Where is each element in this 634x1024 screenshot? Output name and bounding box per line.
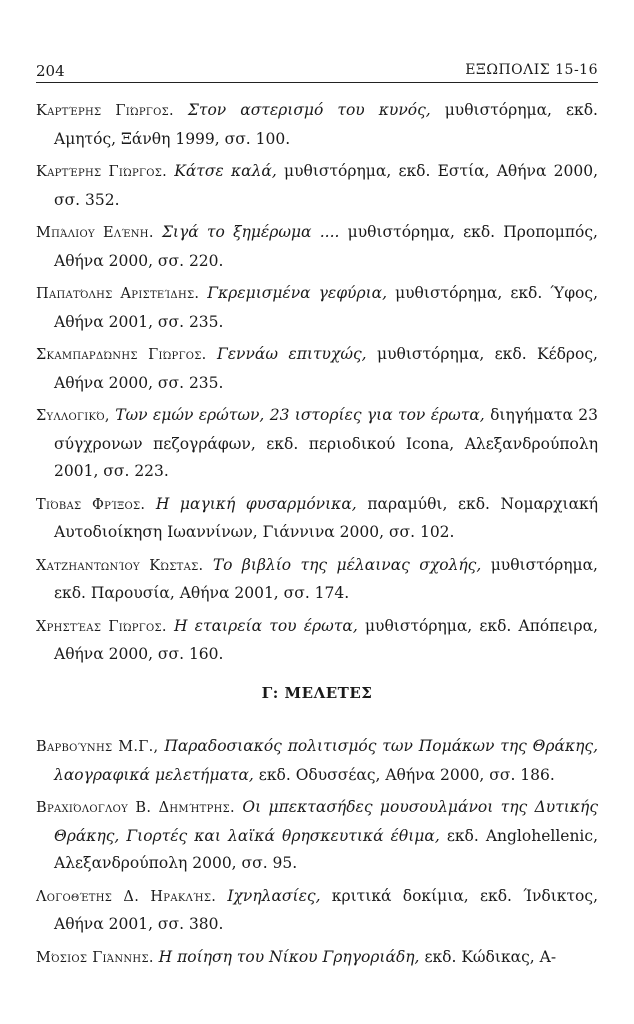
entry-title: Σιγά το ξημέρωμα .... bbox=[161, 223, 340, 241]
section-heading: Γ: ΜΕΛΕΤΕΣ bbox=[261, 684, 373, 702]
bibliography-entry bbox=[36, 552, 598, 608]
bibliography-entry bbox=[36, 883, 598, 939]
entry-author: Τιόβας Φρίξος. bbox=[36, 496, 146, 513]
entry-title: Ιχνηλασίες, bbox=[227, 886, 321, 905]
entry-author: Μπάλιου Ελένη. bbox=[36, 225, 154, 241]
entry-title: Η εταιρεία του έρωτα, bbox=[174, 616, 358, 635]
entry-author: Λογοθέτης Δ. Ηρακλής. bbox=[36, 888, 217, 905]
bibliography-entry bbox=[36, 733, 598, 789]
entry-details: μυθιστόρημα, εκδ. Απόπειρα, Αθήνα 2000, σσ. 160. bbox=[54, 616, 599, 663]
page-header bbox=[36, 60, 598, 83]
entry-title: Το βιβλίο της μέλαινας σχολής, bbox=[212, 555, 482, 574]
entry-title: Οι μπεκτασήδες μουσουλμάνοι της Δυτικής Θράκης, Γιορτές και λαϊκά θρησκευτικά έθιμα, bbox=[54, 798, 599, 845]
entry-author: Χατζηαντωνίου Κώστας. bbox=[36, 557, 204, 574]
entry-author: Σκαμπαρδώνης Γιώργος. bbox=[36, 347, 207, 363]
entry-details: κριτικά δοκίμια, εκδ. Ίνδικτος, Αθήνα 2001, σσ. 380. bbox=[54, 886, 598, 933]
entry-details: μυθιστόρημα, εκδ. Αμητός, Ξάνθη 1999, σσ. 100. bbox=[54, 101, 598, 148]
entry-details: μυθιστόρημα, εκδ. Παρουσία, Αθήνα 2001, σσ. 174. bbox=[54, 555, 598, 602]
entry-details: μυθιστόρημα, εκδ. Κέδρος, Αθήνα 2000, σσ. 235. bbox=[54, 345, 598, 392]
entry-author: Παπατόλης Αριστείδης. bbox=[36, 286, 200, 302]
bibliography-entry bbox=[36, 491, 598, 547]
entry-details: παραμύθι, εκδ. Νομαρχιακή Αυτοδιοίκηση Ιωαννίνων, Γιάννινα 2000, σσ. 102. bbox=[54, 494, 599, 541]
entry-author: Καρτέρης Γιώργος. bbox=[36, 164, 168, 180]
bibliography-entry bbox=[36, 341, 598, 397]
bibliography-entry bbox=[36, 158, 598, 214]
bibliography-entry bbox=[36, 613, 598, 669]
bibliography-entry bbox=[36, 97, 598, 153]
entry-title: Γκρεμισμένα γεφύρια, bbox=[207, 284, 388, 302]
entry-author: Μόσιος Γιάννης. bbox=[36, 949, 154, 966]
entry-details: εκδ. Οδυσσέας, Αθήνα 2000, σσ. 186. bbox=[258, 765, 555, 784]
entry-details: μυθιστόρημα, εκδ. Εστία, Αθήνα 2000, σσ. 352. bbox=[54, 162, 599, 209]
bibliography-entry bbox=[36, 794, 598, 878]
entry-title: Η μαγική φυσαρμόνικα, bbox=[155, 494, 357, 513]
entry-author: Συλλογικό, bbox=[36, 408, 110, 424]
entry-author: Χρηστέας Γιώργος. bbox=[36, 618, 167, 635]
entry-author: Βαρβούνης Μ.Γ., bbox=[36, 739, 159, 755]
entry-details: εκδ. Anglohellenic, Αλεξανδρούπολη 2000, σσ. 95. bbox=[54, 826, 598, 872]
entry-title: Παραδοσιακός πολιτισμός των Πομάκων της Θράκης, λαογραφικά μελετήματα, bbox=[54, 737, 598, 784]
entry-details: μυθιστόρημα, εκδ. Ύφος, Αθήνα 2001, σσ. 235. bbox=[54, 284, 598, 331]
entry-details: διηγήματα 23 σύγχρονων πεζογράφων, εκδ. περιοδικού Icona, Αλεξανδρούπολη 2001, σσ. 223. bbox=[54, 406, 598, 480]
bibliography-list bbox=[36, 97, 598, 674]
bibliography-entry bbox=[36, 402, 598, 486]
studies-list bbox=[36, 733, 598, 977]
running-head: ΕΞΩΠΟΛΙΣ 15-16 bbox=[465, 62, 598, 78]
entry-title: Των εμών ερώτων, 23 ιστορίες για τον έρωτα, bbox=[115, 406, 485, 424]
entry-title: Στον αστερισμό του κυνός, bbox=[187, 101, 431, 119]
entry-title: Κάτσε καλά, bbox=[174, 162, 277, 180]
bibliography-entry bbox=[36, 280, 598, 336]
entry-author: Καρτέρης Γιώργος. bbox=[36, 103, 174, 119]
bibliography-entry bbox=[36, 944, 598, 973]
page-number: 204 bbox=[36, 62, 65, 80]
entry-title: Γεννάω επιτυχώς, bbox=[216, 345, 367, 363]
entry-details: εκδ. Κώδικας, Α- bbox=[424, 947, 557, 966]
entry-title: Η ποίηση του Νίκου Γρηγοριάδη, bbox=[158, 947, 420, 966]
entry-details: μυθιστόρημα, εκδ. Προπομπός, Αθήνα 2000, σσ. 220. bbox=[54, 223, 598, 270]
bibliography-entry bbox=[36, 219, 598, 275]
entry-author: Βραχιόλογλου Β. Δημήτρης. bbox=[36, 800, 235, 816]
